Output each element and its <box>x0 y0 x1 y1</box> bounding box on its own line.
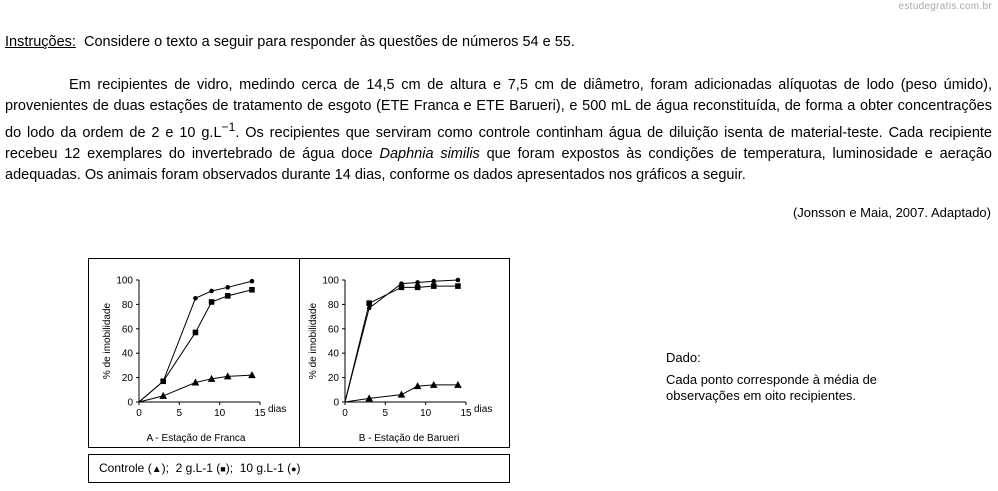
chart1-caption: A - Estação de Franca <box>146 433 246 444</box>
instructions-label: Instruções: <box>5 34 76 50</box>
chart1-y-tick-label: 0 <box>127 397 133 409</box>
chart1-y-label: % de imobilidade <box>102 302 113 380</box>
chart1-x-tick-label: 0 <box>136 408 142 419</box>
chart1-x-label: dias <box>268 404 287 415</box>
chart1-point-circle <box>161 379 166 384</box>
paragraph-part3: que foram expostos às condições de temperatura, luminosidade e aeração adequadas. Os animais foram observados durante 14 dias, conforme os dados apresentados nos gráficos a seguir. <box>5 145 992 183</box>
chart2-point-square <box>366 300 372 306</box>
chart2-point-square <box>415 285 421 291</box>
chart2-y-tick-label: 100 <box>322 275 339 287</box>
chart1-x-tick-label: 10 <box>214 408 226 419</box>
chart1-y-tick-label: 40 <box>121 348 133 360</box>
circle-icon: ● <box>291 464 297 474</box>
chart1-y-tick-label: 100 <box>116 275 133 287</box>
chart2-x-label: dias <box>474 404 493 415</box>
chart2-x-tick-label: 0 <box>342 408 348 419</box>
chart2-y-tick-label: 20 <box>327 373 339 385</box>
chart2-point-circle <box>415 280 420 285</box>
note-title: Dado: <box>666 350 701 365</box>
chart2-y-tick-label: 60 <box>327 324 339 336</box>
chart1-x-tick-label: 5 <box>176 408 183 419</box>
charts-svg <box>89 259 511 449</box>
chart2-y-tick-label: 0 <box>333 397 339 409</box>
chart2-y-tick-label: 40 <box>327 348 339 360</box>
watermark: estudegratis.com.br <box>898 1 992 12</box>
chart2-point-square <box>455 283 461 289</box>
note-text: Cada ponto corresponde à média de observações em oito recipientes. <box>666 372 878 403</box>
chart2-y-tick-label: 80 <box>327 299 339 311</box>
main-paragraph <box>5 75 992 186</box>
chart1-point-square <box>249 287 255 293</box>
chart1-y-tick-label: 60 <box>121 324 133 336</box>
legend-controle: Controle ( <box>99 461 152 475</box>
chart2-x-tick-label: 5 <box>382 408 389 419</box>
chart1-x-tick-label: 15 <box>254 408 266 419</box>
chart1-point-square <box>225 293 231 299</box>
chart2-point-circle <box>456 278 461 283</box>
chart1-y-tick-label: 80 <box>121 299 133 311</box>
chart2-x-tick-label: 15 <box>460 408 472 419</box>
chart1-point-triangle <box>248 371 256 378</box>
square-icon: ■ <box>220 464 226 474</box>
paragraph-part1: Em recipientes de vidro, medindo cerca de 14,5 cm de altura e 7,5 cm de diâmetro, foram adicionadas alíquotas de lodo (peso úmido), provenientes de duas estações de tratamento de esgoto (ETE Franca e ETE Barueri), e 500 mL de água reconstituída, de forma a obter concentrações do lodo da ordem de 2 e 10 g.L <box>5 77 992 141</box>
chart2-point-square <box>431 283 437 289</box>
chart1-point-circle <box>225 285 230 290</box>
charts-frame <box>88 258 510 448</box>
paragraph-superscript: −1 <box>221 120 236 134</box>
chart2-point-triangle <box>454 381 462 388</box>
chart2-point-circle <box>431 279 436 284</box>
legend-box <box>88 454 510 483</box>
chart2-y-label: % de imobilidade <box>308 302 319 380</box>
chart2-series-line-circle <box>345 280 458 402</box>
instructions <box>5 33 995 51</box>
chart2-x-tick-label: 10 <box>420 408 432 419</box>
triangle-icon: ▲ <box>151 464 162 475</box>
chart1-point-circle <box>250 279 255 284</box>
note <box>666 350 936 404</box>
source-citation: (Jonsson e Maia, 2007. Adaptado) <box>792 205 991 220</box>
chart2-point-circle <box>399 281 404 286</box>
legend-sep2: ); 10 g.L-1 ( <box>225 461 292 475</box>
chart1-point-circle <box>209 289 214 294</box>
species-name: Daphnia similis <box>379 145 480 162</box>
chart2-point-circle <box>367 306 372 311</box>
chart1-point-triangle <box>159 392 167 399</box>
instructions-text: Considere o texto a seguir para responder às questões de números 54 e 55. <box>75 34 575 50</box>
chart1-point-circle <box>193 296 198 301</box>
legend-sep1: ); 2 g.L-1 ( <box>161 461 221 475</box>
legend-end: ) <box>296 461 301 475</box>
chart1-point-square <box>209 299 215 305</box>
chart2-point-triangle <box>398 391 406 398</box>
chart2-caption: B - Estação de Barueri <box>358 433 460 444</box>
chart1-point-square <box>193 330 199 336</box>
chart2-point-triangle <box>430 381 438 388</box>
paragraph-part2: . Os recipientes que serviram como controle continham água de diluição isenta de material-teste. Cada recipiente recebeu 12 exemplares do invertebrado de água doce <box>5 124 993 162</box>
chart1-y-tick-label: 20 <box>121 373 133 385</box>
